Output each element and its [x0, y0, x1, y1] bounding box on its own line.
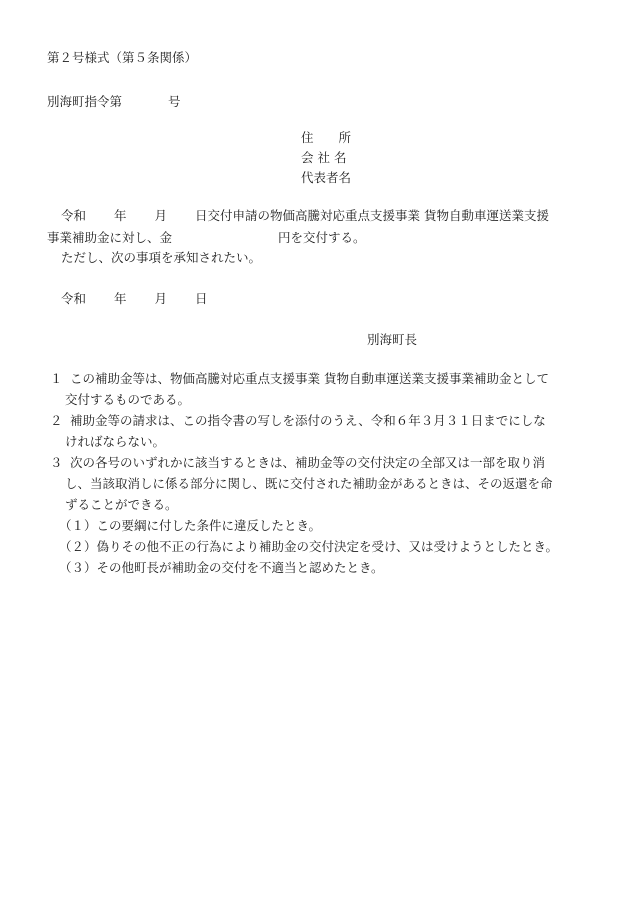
condition-item-continued: [47, 431, 587, 452]
condition-item-continued: [47, 494, 587, 515]
addressee-block: [301, 128, 351, 188]
condition-text: ければならない。: [65, 434, 166, 449]
signer: 別海町長: [367, 332, 418, 347]
condition-text: 次の各号のいずれかに該当するときは、補助金等の交付決定の全部又は一部を取り消: [70, 455, 546, 470]
directive-number: [47, 93, 181, 110]
condition-item: [47, 410, 587, 431]
sub-item-text: （３）その他町長が補助金の交付を不適当と認めたとき。: [59, 560, 384, 575]
sub-item-text: （１）この要綱に付した条件に違反したとき。: [59, 518, 322, 533]
issue-date-era: 令和: [61, 291, 87, 306]
condition-number: ３: [50, 455, 63, 470]
sub-item: [47, 515, 587, 536]
condition-text: 交付するものである。: [65, 392, 191, 407]
application-month-unit: 月: [154, 208, 168, 223]
body-line-2: [47, 229, 366, 246]
body-line-2-end: 円を交付する。: [278, 230, 366, 245]
sub-item: [47, 536, 587, 557]
body-line-3: ただし、次の事項を承知されたい。: [61, 250, 262, 265]
sub-item-text: （２）偽りその他不正の行為により補助金の交付決定を受け、又は受けようとしたとき。: [59, 539, 559, 554]
address-label: 住 所: [301, 130, 352, 145]
condition-item: [47, 368, 587, 389]
condition-item-continued: [47, 473, 587, 494]
issue-date: [61, 290, 208, 307]
issue-date-year-unit: 年: [114, 291, 127, 306]
company-label: 会 社 名: [301, 150, 347, 165]
condition-text: 補助金等の請求は、この指令書の写しを添付のうえ、令和６年３月３１日までにしな: [70, 413, 546, 428]
application-year-unit: 年: [114, 208, 127, 223]
form-number: 第２号様式（第５条関係）: [47, 50, 198, 65]
issue-date-day-unit: 日: [195, 291, 208, 306]
condition-text: ずることができる。: [65, 497, 178, 512]
issue-date-month-unit: 月: [154, 291, 168, 306]
directive-number-prefix: 別海町指令第: [47, 94, 123, 109]
application-era: 令和: [61, 208, 87, 223]
directive-number-suffix: 号: [168, 94, 181, 109]
sub-item: [47, 557, 587, 578]
condition-text: この補助金等は、物価高騰対応重点支援事業 貨物自動車運送業支援事業補助金として: [70, 371, 549, 386]
condition-item-continued: [47, 389, 587, 410]
condition-text: し、当該取消しに係る部分に関し、既に交付された補助金があるときは、その返還を命: [65, 476, 553, 491]
body-line-2-start: 事業補助金に対し、金: [47, 230, 173, 245]
representative-label: 代表者名: [301, 170, 352, 185]
body-line-1-rest: 日交付申請の物価高騰対応重点支援事業 貨物自動車運送業支援: [195, 208, 550, 223]
condition-item: [47, 452, 587, 473]
conditions-list: [47, 368, 587, 578]
condition-number: １: [50, 371, 63, 386]
condition-number: ２: [50, 413, 63, 428]
body-line-1: [47, 207, 549, 224]
